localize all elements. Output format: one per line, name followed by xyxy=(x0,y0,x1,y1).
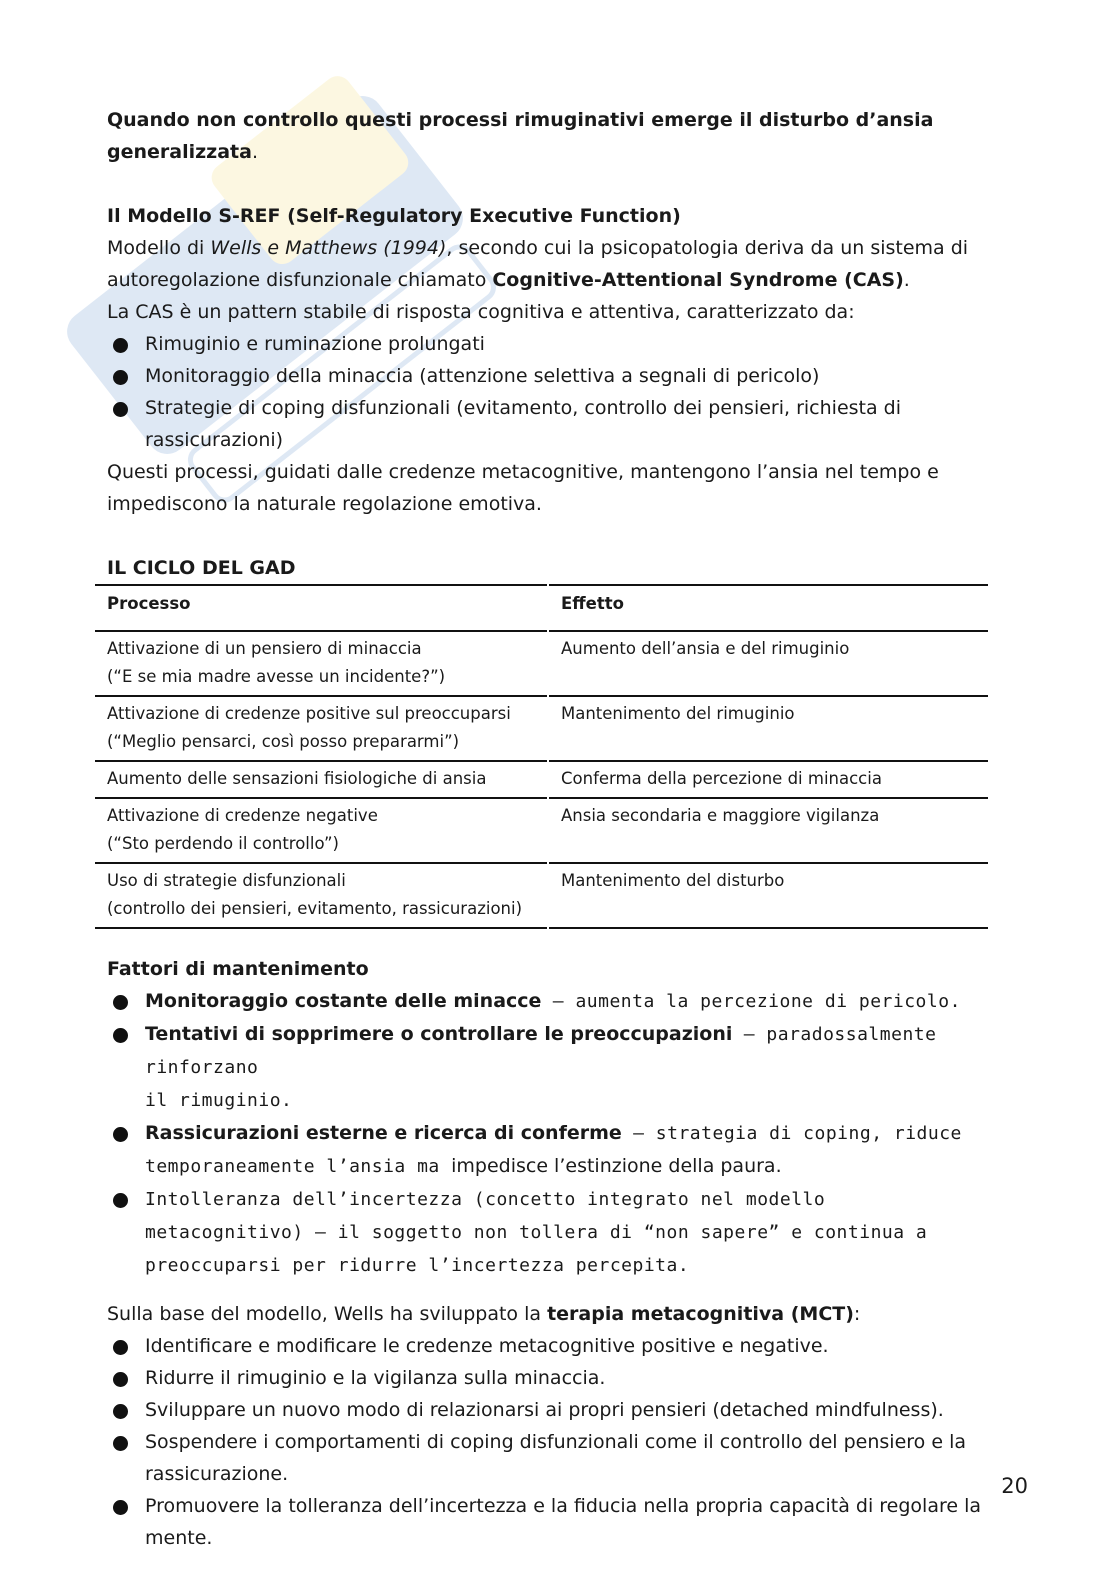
sref-p1-text-a: Modello di xyxy=(107,237,211,259)
table-row xyxy=(95,631,988,696)
factor-line: Intolleranza dell’incertezza (concetto integrato nel modello xyxy=(145,1189,826,1210)
list-item xyxy=(107,328,1007,360)
list-item-text: Ridurre il rimuginio e la vigilanza sulla minaccia. xyxy=(145,1367,606,1389)
bullet-dot-icon xyxy=(113,995,128,1010)
table-row xyxy=(95,798,988,863)
sref-paragraph-1 xyxy=(107,232,1007,296)
list-item xyxy=(107,985,1007,1018)
list-item xyxy=(107,360,1007,392)
process-text: Attivazione di credenze negative xyxy=(107,806,378,825)
factor-description-plain: impedisce l’estinzione della paura. xyxy=(451,1155,782,1177)
list-item xyxy=(107,1330,1007,1362)
factor-title: Tentativi di sopprimere o controllare le preoccupazioni xyxy=(145,1023,733,1045)
fattori-list xyxy=(107,985,1007,1282)
process-example: (“E se mia madre avesse un incidente?”) xyxy=(107,667,446,686)
bullet-dot-icon xyxy=(113,1028,128,1043)
page-number: 20 xyxy=(1001,1474,1028,1498)
list-item-text-cont: mente. xyxy=(145,1527,213,1549)
effect-cell: Ansia secondaria e maggiore vigilanza xyxy=(561,806,880,825)
mct-term: terapia metacognitiva (MCT) xyxy=(547,1303,854,1325)
sref-p1-citation: Wells e Matthews (1994) xyxy=(210,237,447,259)
list-item xyxy=(107,1490,1007,1554)
mct-intro-text: Sulla base del modello, Wells ha sviluppato la xyxy=(107,1303,548,1325)
bullet-dot-icon xyxy=(113,1193,128,1208)
bullet-dot-icon xyxy=(113,402,128,417)
sref-paragraph-2: La CAS è un pattern stabile di risposta cognitiva e attentiva, caratterizzato da: xyxy=(107,301,855,323)
list-item xyxy=(107,1183,1007,1282)
factor-description: – aumenta la percezione di pericolo. xyxy=(541,991,961,1012)
list-item-text: Sviluppare un nuovo modo di relazionarsi ai propri pensieri (detached mindfulness). xyxy=(145,1399,944,1421)
gad-cycle-table xyxy=(95,584,988,929)
process-cell xyxy=(95,631,548,696)
bullet-dot-icon xyxy=(113,370,128,385)
mct-list xyxy=(107,1330,1007,1554)
factor-description-cont: temporaneamente l’ansia ma xyxy=(145,1156,452,1177)
list-item-text-cont: rassicurazione. xyxy=(145,1463,289,1485)
sref-p1-text-d: . xyxy=(903,269,910,291)
process-text: Aumento delle sensazioni fisiologiche di ansia xyxy=(107,769,487,788)
list-item xyxy=(107,392,1007,456)
table-row xyxy=(95,863,988,928)
factor-description-cont: il rimuginio. xyxy=(145,1090,293,1111)
column-header-effetto: Effetto xyxy=(561,594,624,613)
process-text: Attivazione di credenze positive sul preoccuparsi xyxy=(107,704,511,723)
sref-p1-text-c: autoregolazione disfunzionale chiamato xyxy=(107,269,493,291)
list-item-text: Sospendere i comportamenti di coping disfunzionali come il controllo del pensiero e la xyxy=(145,1431,966,1453)
column-header-processo: Processo xyxy=(95,585,548,631)
sref-paragraph-3 xyxy=(107,456,1007,520)
sref-title: Il Modello S-REF (Self-Regulatory Executive Function) xyxy=(107,205,681,227)
bullet-dot-icon xyxy=(113,1436,128,1451)
factor-title: Monitoraggio costante delle minacce xyxy=(145,990,542,1012)
effect-cell: Aumento dell’ansia e del rimuginio xyxy=(561,639,850,658)
factor-description: – strategia di coping, riduce xyxy=(621,1123,962,1144)
sref-p1-text-b: , secondo cui la psicopatologia deriva da un sistema di xyxy=(446,237,969,259)
table-row xyxy=(95,696,988,761)
factor-line: metacognitivo) – il soggetto non tollera di “non sapere” e continua a xyxy=(145,1222,928,1243)
process-example: (controllo dei pensieri, evitamento, rassicurazioni) xyxy=(107,899,523,918)
list-item xyxy=(107,1117,1007,1183)
cas-bullet-list xyxy=(107,328,1007,456)
gad-title: IL CICLO DEL GAD xyxy=(107,557,296,579)
sref-p1-cas-term: Cognitive-Attentional Syndrome (CAS) xyxy=(492,269,904,291)
bullet-dot-icon xyxy=(113,1127,128,1142)
intro-period: . xyxy=(251,141,259,163)
factor-line: preoccuparsi per ridurre l’incertezza percepita. xyxy=(145,1255,690,1276)
process-cell xyxy=(95,863,548,928)
process-cell xyxy=(95,696,548,761)
factor-description: – paradossalmente rinforzano xyxy=(145,1024,937,1078)
table-row xyxy=(95,761,988,798)
process-text: Uso di strategie disfunzionali xyxy=(107,871,346,890)
intro-bold-text: Quando non controllo questi processi rimuginativi emerge il disturbo d’ansia generalizzata xyxy=(107,109,934,163)
sref-p3-line-2: impediscono la naturale regolazione emotiva. xyxy=(107,493,542,515)
list-item-text: Identificare e modificare le credenze metacognitive positive e negative. xyxy=(145,1335,829,1357)
list-item-text: Rimuginio e ruminazione prolungati xyxy=(145,333,485,355)
list-item-text: Monitoraggio della minaccia (attenzione selettiva a segnali di pericolo) xyxy=(145,365,820,387)
process-cell xyxy=(95,761,548,798)
process-cell xyxy=(95,798,548,863)
bullet-dot-icon xyxy=(113,1500,128,1515)
process-example: (“Sto perdendo il controllo”) xyxy=(107,834,339,853)
factor-title: Rassicurazioni esterne e ricerca di conferme xyxy=(145,1122,622,1144)
list-item-text: Strategie di coping disfunzionali (evitamento, controllo dei pensieri, richiesta di rassicurazioni) xyxy=(145,397,902,451)
intro-sentence xyxy=(107,104,1007,168)
list-item xyxy=(107,1394,1007,1426)
effect-cell: Mantenimento del disturbo xyxy=(561,871,785,890)
table-header-row xyxy=(95,585,988,631)
document-page xyxy=(107,0,1007,1554)
process-text: Attivazione di un pensiero di minaccia xyxy=(107,639,422,658)
effect-cell: Mantenimento del rimuginio xyxy=(561,704,795,723)
bullet-dot-icon xyxy=(113,1404,128,1419)
list-item xyxy=(107,1018,1007,1117)
process-example: (“Meglio pensarci, così posso prepararmi”) xyxy=(107,732,460,751)
list-item-text: Promuovere la tolleranza dell’incertezza e la fiducia nella propria capacità di regolare la xyxy=(145,1495,982,1517)
fattori-title: Fattori di mantenimento xyxy=(107,958,369,980)
sref-p3-line-1: Questi processi, guidati dalle credenze metacognitive, mantengono l’ansia nel tempo e xyxy=(107,461,939,483)
bullet-dot-icon xyxy=(113,1372,128,1387)
effect-cell: Conferma della percezione di minaccia xyxy=(561,769,882,788)
list-item xyxy=(107,1362,1007,1394)
mct-intro-colon: : xyxy=(853,1303,861,1325)
bullet-dot-icon xyxy=(113,1340,128,1355)
list-item xyxy=(107,1426,1007,1490)
bullet-dot-icon xyxy=(113,338,128,353)
mct-intro xyxy=(107,1298,1007,1330)
